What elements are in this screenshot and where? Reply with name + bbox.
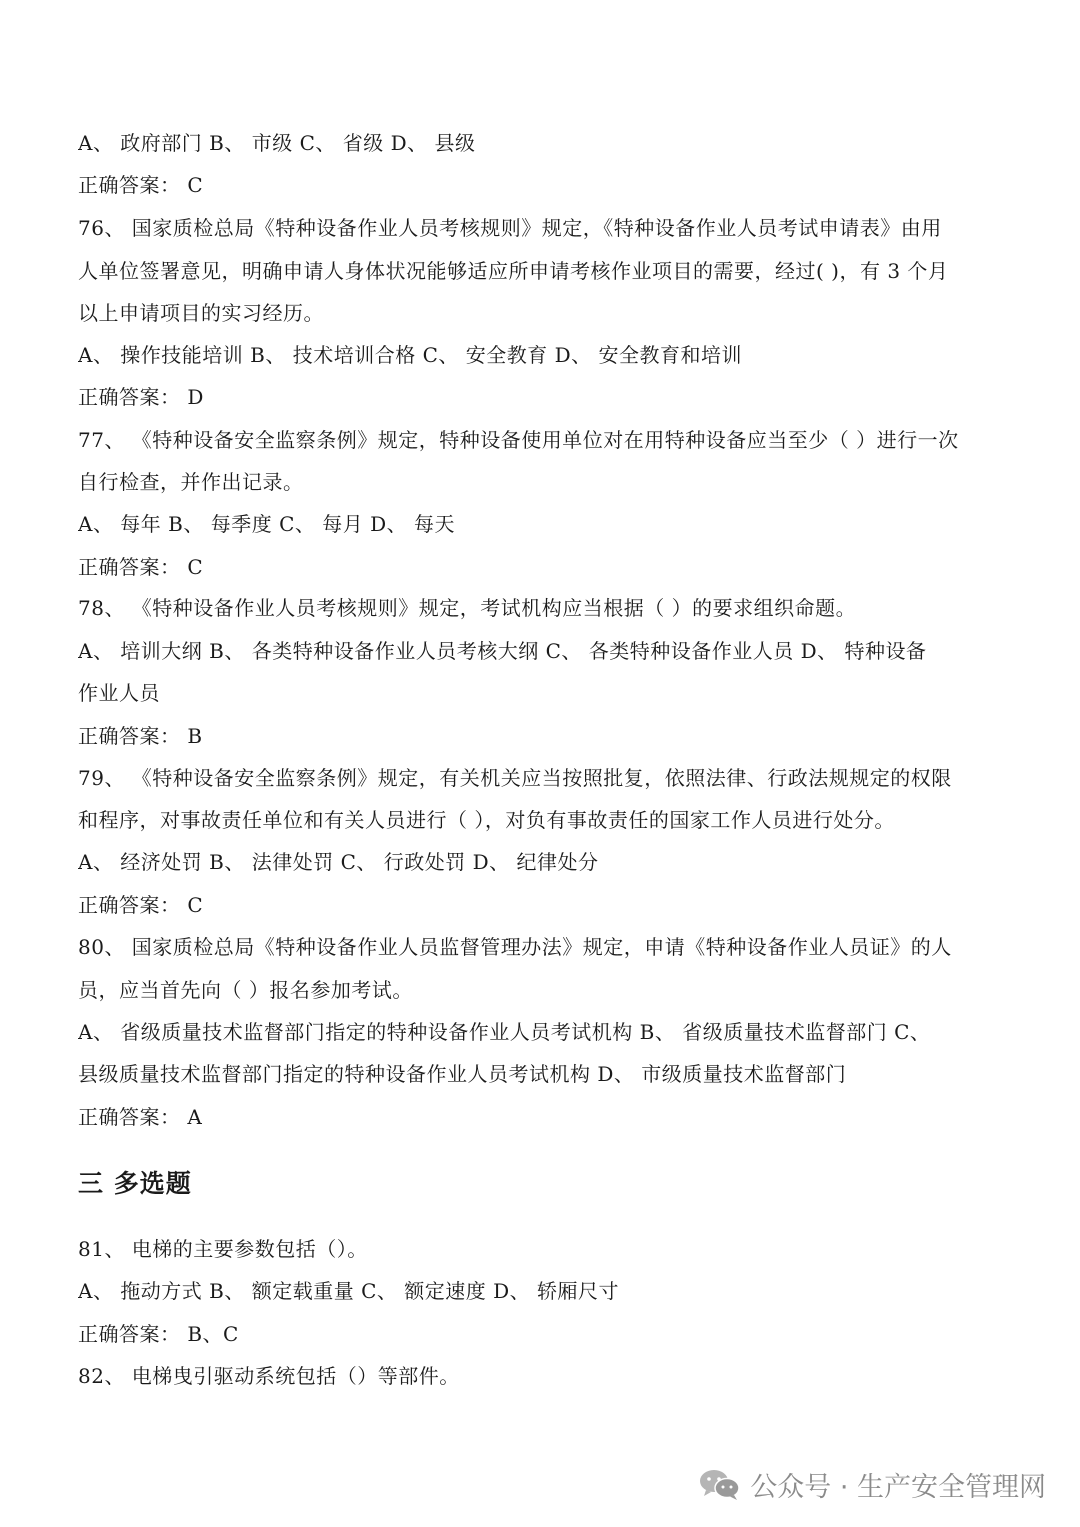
question-line: 78、 《特种设备作业人员考核规则》规定，考试机构应当根据（ ）的要求组织命题。 bbox=[78, 596, 857, 620]
answer-line: 正确答案： C bbox=[78, 555, 204, 579]
question-line: 82、 电梯曳引驱动系统包括（）等部件。 bbox=[78, 1364, 460, 1388]
watermark bbox=[698, 1464, 1046, 1504]
question-line: 人单位签署意见，明确申请人身体状况能够适应所申请考核作业项目的需要，经过( )，有 3 个月 bbox=[78, 259, 949, 283]
options-line: A、 经济处罚 B、 法律处罚 C、 行政处罚 D、 纪律处分 bbox=[78, 850, 599, 874]
question-line: 77、 《特种设备安全监察条例》规定，特种设备使用单位对在用特种设备应当至少（ ）进行一次 bbox=[78, 428, 959, 452]
question-line: 81、 电梯的主要参数包括（）。 bbox=[78, 1237, 368, 1261]
options-line: A、 操作技能培训 B、 技术培训合格 C、 安全教育 D、 安全教育和培训 bbox=[78, 343, 742, 367]
question-line: 76、 国家质检总局《特种设备作业人员考核规则》规定，《特种设备作业人员考试申请表》由用 bbox=[78, 216, 942, 240]
options-line: A、 政府部门 B、 市级 C、 省级 D、 县级 bbox=[78, 131, 476, 155]
section-title: 三 多选题 bbox=[78, 1169, 192, 1198]
question-line: 和程序，对事故责任单位和有关人员进行（ ），对负有事故责任的国家工作人员进行处分。 bbox=[78, 808, 895, 832]
options-line: 作业人员 bbox=[78, 681, 160, 705]
options-line: A、 每年 B、 每季度 C、 每月 D、 每天 bbox=[78, 512, 455, 536]
question-line: 自行检查，并作出记录。 bbox=[78, 470, 304, 494]
answer-line: 正确答案： B bbox=[78, 724, 203, 748]
answer-line: 正确答案： C bbox=[78, 893, 204, 917]
question-line: 79、 《特种设备安全监察条例》规定，有关机关应当按照批复，依照法律、行政法规规定的权限 bbox=[78, 766, 952, 790]
watermark-text: 公众号 · 生产安全管理网 bbox=[750, 1471, 1046, 1503]
question-line: 员，应当首先向（ ）报名参加考试。 bbox=[78, 978, 413, 1002]
question-line: 80、 国家质检总局《特种设备作业人员监督管理办法》规定，申请《特种设备作业人员证》的人 bbox=[78, 935, 952, 959]
answer-line: 正确答案： D bbox=[78, 385, 204, 409]
wechat-icon bbox=[698, 1466, 742, 1502]
options-line: A、 拖动方式 B、 额定载重量 C、 额定速度 D、 轿厢尺寸 bbox=[78, 1279, 619, 1303]
options-line: 县级质量技术监督部门指定的特种设备作业人员考试机构 D、 市级质量技术监督部门 bbox=[78, 1062, 847, 1086]
answer-line: 正确答案： B、C bbox=[78, 1322, 239, 1346]
options-line: A、 省级质量技术监督部门指定的特种设备作业人员考试机构 B、 省级质量技术监督部门 C、 bbox=[78, 1020, 931, 1044]
answer-line: 正确答案： C bbox=[78, 173, 204, 197]
question-line: 以上申请项目的实习经历。 bbox=[78, 301, 324, 325]
answer-line: 正确答案： A bbox=[78, 1105, 203, 1129]
options-line: A、 培训大纲 B、 各类特种设备作业人员考核大纲 C、 各类特种设备作业人员 D、 特种设备 bbox=[78, 639, 927, 663]
